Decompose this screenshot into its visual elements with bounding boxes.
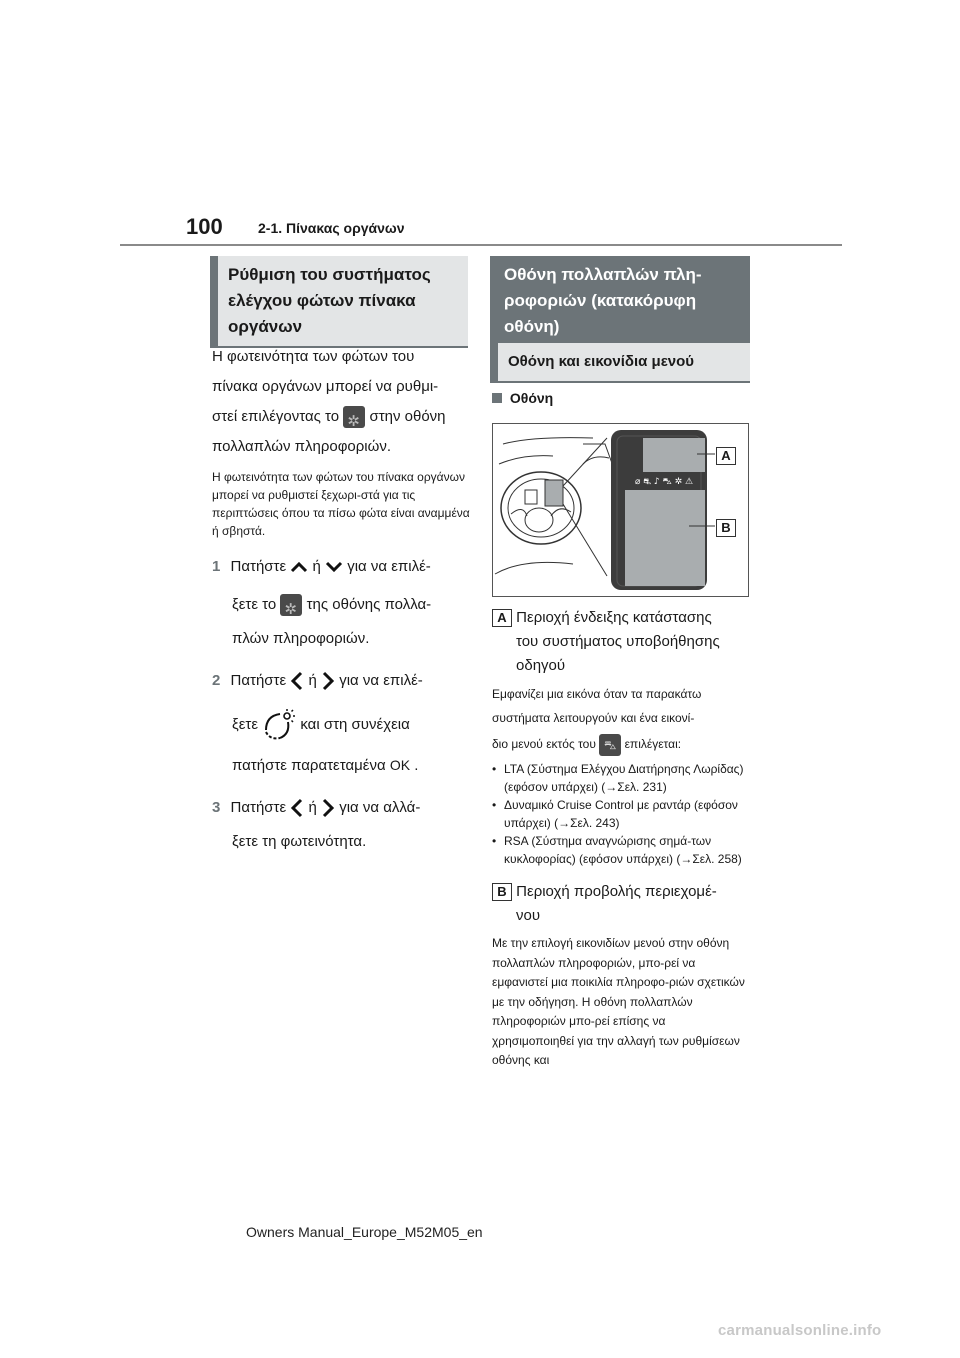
driving-assist-icon: ⛍ [599,734,621,756]
right-subheading: Οθόνη και εικονίδια μενού [490,343,750,383]
item-b-text: Με την επιλογή εικονιδίων μενού στην οθόνη πολλαπλών πληροφοριών, μπο-ρεί να εμφανιστεί μια ποικιλία πληροφο-ριών σχετικών με την οδήγηση. Η οθόνη πολλαπλών πληροφοριών μπο-ρεί επίσης να χρησιμοποιηθεί για την αλλαγή των ρυθμίσεων οθόνης και [492,936,745,1067]
item-a-title-line-3: οδηγού [516,657,566,674]
step-3-line-1: 3 Πατήστε ή για να αλλά- [212,793,470,823]
settings-gear-icon [343,406,365,428]
list-item: • Δυναμικό Cruise Control με ραντάρ (εφόσον υπάρχει) (→Σελ. 243) [492,796,750,832]
chevron-down-icon [325,561,343,573]
step-2-line-3: πατήστε παρατεταμένα OK . [232,757,419,774]
header-divider [120,244,842,246]
driving-assist-systems-list [492,760,750,868]
dashboard-brightness-icon [262,708,296,742]
item-a-text-line-1: Εμφανίζει μια εικόνα όταν τα παρακάτω [492,687,702,701]
item-a-title-line-1: A Περιοχή ένδειξης κατάστασης [492,606,750,630]
list-item: • LTA (Σύστημα Ελέγχου Διατήρησης Λωρίδας) (εφόσον υπάρχει) (→Σελ. 231) [492,760,750,796]
brightness-note: Η φωτεινότητα των φώτων του πίνακα οργάνων μπορεί να ρυθμιστεί ξεχωρι-στά για τις περιπτώσεις όπου τα πίσω φώτα είναι αναμμένα ή σβηστά. [212,470,470,538]
step-2-line-2: ξετε και στη συνέχεια [212,708,470,742]
settings-gear-icon [280,594,302,616]
intro-line-2: πίνακα οργάνων μπορεί να ρυθμι- [212,378,439,395]
status-area-screen [643,438,705,472]
square-bullet-icon [492,393,502,403]
figure-label-a: A [716,447,736,465]
instrument-panel-figure [492,423,749,597]
screen-title: Οθόνη [492,390,553,406]
chevron-left-icon [290,671,304,691]
list-item: • RSA (Σύστημα αναγνώρισης σημά-των κυκλοφορίας) (εφόσον υπάρχει) (→Σελ. 258) [492,832,750,868]
intro-line-1: Η φωτεινότητα των φώτων του [212,348,415,365]
step-1-line-1: 1 Πατήστε ή για να επιλέ- [212,558,431,575]
item-b-title-line-2: νου [516,907,541,924]
figure-label-b: B [716,519,736,537]
ok-button-label: OK [389,757,411,773]
site-watermark: carmanualsonline.info [718,1322,882,1339]
left-section-heading: Ρύθμιση του συστήματος ελέγχου φώτων πίνακα οργάνων [210,256,468,348]
chevron-right-icon [321,798,335,818]
chevron-up-icon [290,561,308,573]
step-3-line-2: ξετε τη φωτεινότητα. [232,833,367,850]
item-b-title-line-1: B Περιοχή προβολής περιεχομέ- [492,880,750,904]
item-a-text-line-3: διο μενού εκτός του ⛍ επιλέγεται: [492,730,750,758]
step-2-line-1: 2 Πατήστε ή για να επιλέ- [212,666,470,696]
svg-text:⌀ ⛐ ♪ ⛍ ✲ ⚠: ⌀ ⛐ ♪ ⛍ ✲ ⚠ [635,477,694,487]
item-b-label: B [492,883,512,901]
right-column [492,606,750,1071]
right-section-heading: Οθόνη πολλαπλών πλη-ροφοριών (κατακόρυφη οθόνη) [490,256,750,346]
steering-wheel-illustration [493,424,749,597]
step-1-line-3: πλών πληροφοριών. [232,630,370,647]
step-1-line-2: ξετε το ✲ της οθόνης πολλα- [212,590,470,620]
item-a-label: A [492,609,512,627]
intro-line-3: στεί επιλέγοντας το ✲ στην οθόνη [212,402,470,432]
left-column [212,342,470,857]
item-a-title-line-2: του συστήματος υποβοήθησης [516,633,720,650]
chevron-right-icon [321,671,335,691]
intro-line-4: πολλαπλών πληροφοριών. [212,438,392,455]
item-a-text-line-2: συστήματα λειτουργούν και ένα εικονί- [492,711,695,725]
page-number: 100 [186,214,223,239]
chevron-left-icon [290,798,304,818]
section-title: 2-1. Πίνακας οργάνων [258,220,405,236]
content-area-screen [625,490,705,586]
manual-footer: Owners Manual_Europe_M52M05_en [246,1224,483,1240]
